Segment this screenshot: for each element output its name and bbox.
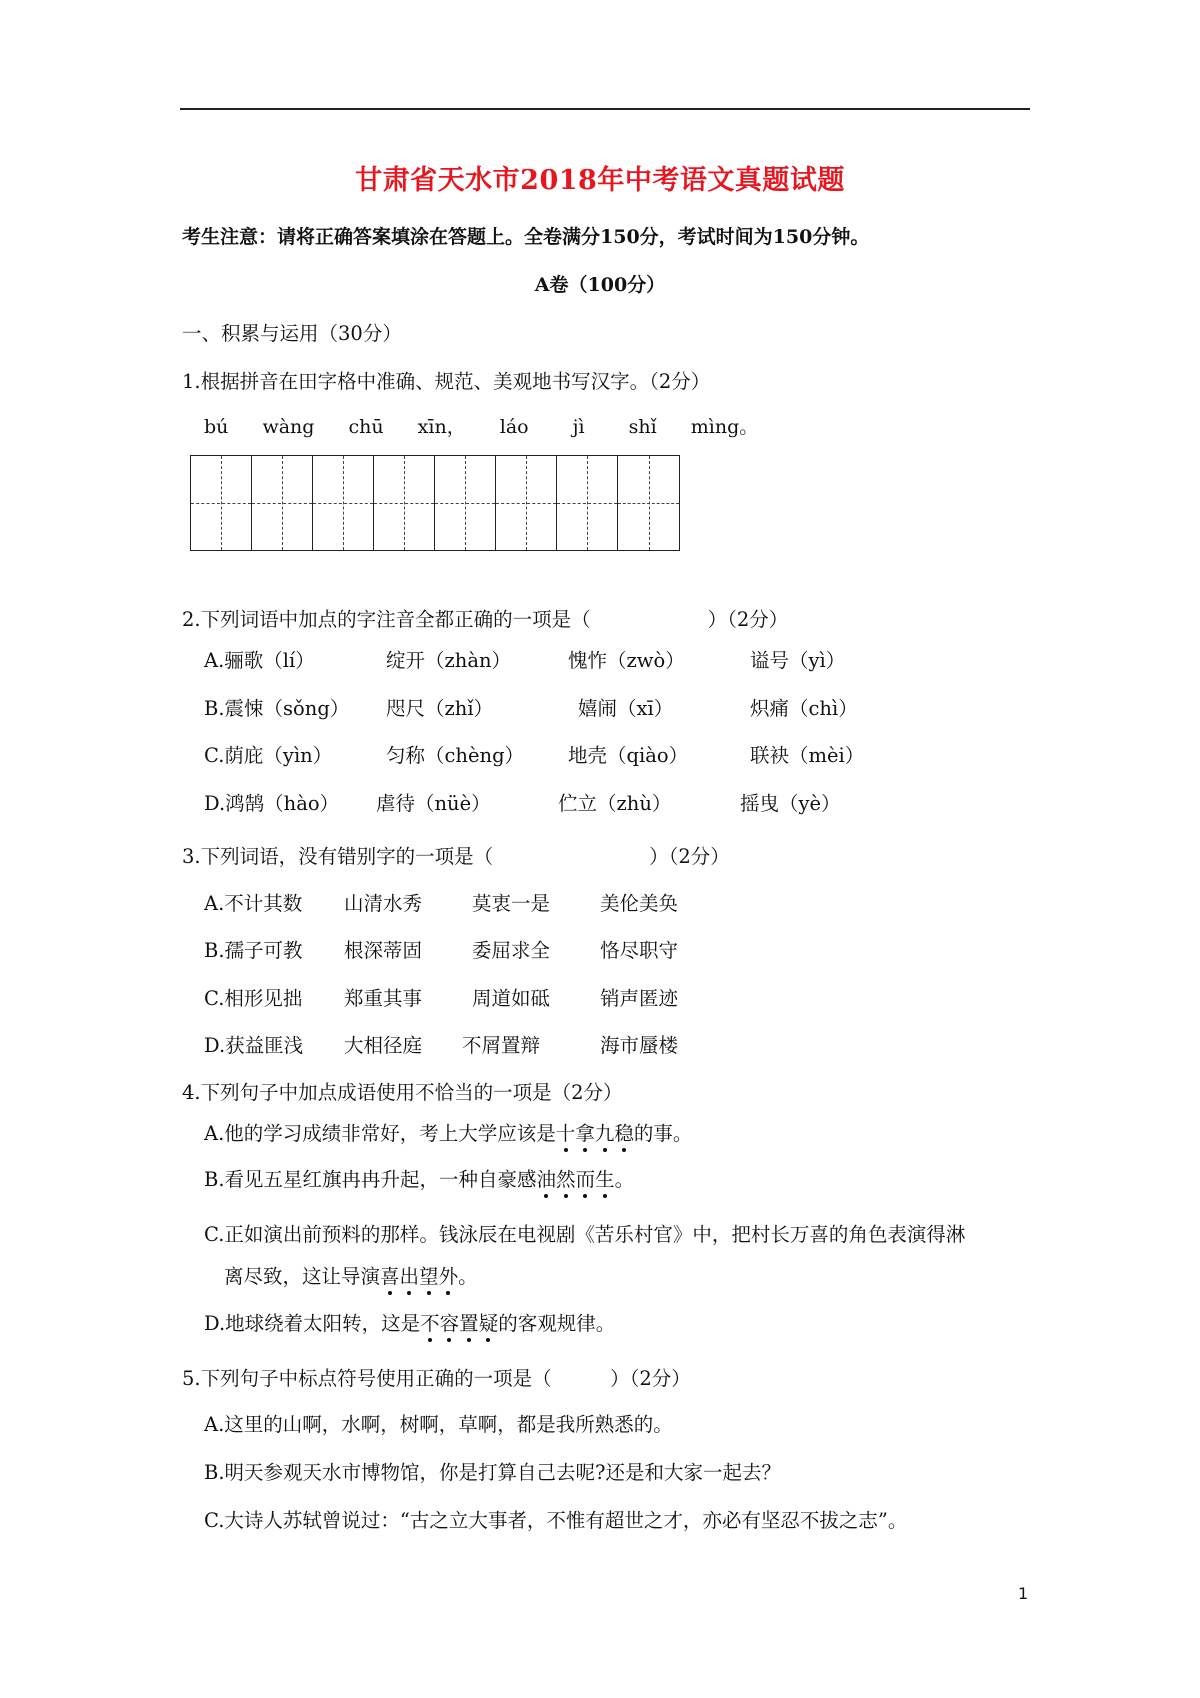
q2-d-2: 虐待（nüè）	[376, 792, 491, 815]
emphasis-dot-char: 疑	[479, 1308, 499, 1336]
q4-option-b	[204, 1164, 634, 1192]
q4-a-text: A.他的学习成绩非常好，考上大学应该是	[204, 1122, 556, 1145]
q2-d-1: D.鸿鹄（hào）	[204, 792, 340, 815]
emphasis-dot-char: 九	[595, 1118, 615, 1146]
emphasis-dot-char: 置	[459, 1308, 479, 1336]
q3-stem: 3.下列词语，没有错别字的一项是（ ）（2分）	[182, 845, 730, 868]
emphasis-dot-char: 望	[419, 1261, 439, 1289]
q2-a-1: A.骊歌（lí）	[204, 649, 315, 672]
q3-d-4: 海市蜃楼	[600, 1034, 679, 1057]
emphasis-dot-char: 拿	[575, 1118, 595, 1146]
pinyin-8: mìng。	[690, 416, 759, 438]
q3-a-1: A.不计其数	[204, 892, 303, 915]
emphasis-dot-char: 容	[440, 1308, 460, 1336]
emphasis-dot-char: 外	[439, 1261, 459, 1289]
q2-b-2: 咫尺（zhǐ）	[386, 697, 494, 720]
tianzige-writing-grid[interactable]	[190, 455, 680, 551]
q4-option-c-line1: C.正如演出前预料的那样。钱泳辰在电视剧《苦乐村官》中，把村长万喜的角色表演得淋	[204, 1223, 966, 1246]
q2-c-2: 匀称（chèng）	[386, 744, 525, 767]
page-number: 1	[1018, 1584, 1029, 1603]
q4-a-idiom	[556, 1122, 634, 1145]
q3-a-4: 美伦美奂	[600, 892, 679, 915]
q2-b-3: 嬉闹（xī）	[578, 697, 674, 720]
q4-option-a	[204, 1118, 692, 1146]
q1-stem: 1.根据拼音在田字格中准确、规范、美观地书写汉字。（2分）	[182, 370, 711, 393]
q2-a-2: 绽开（zhàn）	[386, 649, 512, 672]
q2-d-4: 摇曳（yè）	[740, 792, 841, 815]
tianzige-cell[interactable]	[191, 456, 252, 550]
q4-d-text: D.地球绕着太阳转，这是	[204, 1312, 421, 1335]
emphasis-dot-char: 不	[420, 1308, 440, 1336]
q4-option-d	[204, 1308, 615, 1336]
q3-c-1: C.相形见拙	[204, 987, 303, 1010]
q4-d-tail: 的客观规律。	[498, 1312, 616, 1335]
q5-option-a: A.这里的山啊，水啊，树啊，草啊，都是我所熟悉的。	[204, 1413, 673, 1436]
volume-a-heading: A卷（100分）	[534, 274, 666, 296]
q5-option-b: B.明天参观天水市博物馆，你是打算自己去呢?还是和大家一起去？	[204, 1461, 781, 1484]
tianzige-cell[interactable]	[496, 456, 557, 550]
q4-d-idiom	[420, 1312, 498, 1335]
emphasis-dot-char: 然	[556, 1164, 576, 1192]
q4-c-tail: 。	[458, 1265, 478, 1288]
q4-stem: 4.下列句子中加点成语使用不恰当的一项是（2分）	[182, 1081, 623, 1104]
tianzige-cell[interactable]	[618, 456, 679, 550]
pinyin-1: bú	[204, 416, 229, 438]
q4-b-idiom	[537, 1168, 615, 1191]
q5-stem: 5.下列句子中标点符号使用正确的一项是（ ）（2分）	[182, 1367, 691, 1390]
q2-c-4: 联袂（mèi）	[750, 744, 865, 767]
pinyin-3: chū	[348, 416, 384, 438]
q3-d-2: 大相径庭	[344, 1034, 423, 1057]
emphasis-dot-char: 出	[400, 1261, 420, 1289]
emphasis-dot-char: 而	[576, 1164, 596, 1192]
q3-d-3: 不屑置辩	[462, 1034, 541, 1057]
q2-c-3: 地壳（qiào）	[568, 744, 689, 767]
emphasis-dot-char: 十	[556, 1118, 576, 1146]
q3-b-4: 恪尽职守	[600, 939, 679, 962]
q3-a-2: 山清水秀	[344, 892, 423, 915]
tianzige-cell[interactable]	[374, 456, 435, 550]
emphasis-dot-char: 生	[595, 1164, 615, 1192]
q3-c-3: 周道如砥	[472, 987, 551, 1010]
q2-b-4: 炽痛（chì）	[750, 697, 858, 720]
q4-c-text: 离尽致，这让导演	[224, 1265, 381, 1288]
q2-d-3: 伫立（zhù）	[558, 792, 672, 815]
q4-option-c-line2	[224, 1261, 478, 1289]
dotted-idiom	[556, 1122, 634, 1145]
tianzige-cell[interactable]	[313, 456, 374, 550]
emphasis-dot-char: 稳	[614, 1118, 634, 1146]
pinyin-4: xīn，	[417, 416, 466, 438]
tianzige-cell[interactable]	[435, 456, 496, 550]
emphasis-dot-char: 油	[537, 1164, 557, 1192]
pinyin-6: jì	[572, 416, 585, 438]
q3-b-3: 委屈求全	[472, 939, 551, 962]
q3-d-1: D.获益匪浅	[204, 1034, 304, 1057]
q3-c-4: 销声匿迹	[600, 987, 679, 1010]
q2-a-4: 谥号（yì）	[750, 649, 846, 672]
q1-pinyin-row	[204, 412, 786, 439]
tianzige-cell[interactable]	[557, 456, 618, 550]
q4-b-tail: 。	[614, 1168, 635, 1191]
tianzige-cell[interactable]	[252, 456, 313, 550]
q3-c-2: 郑重其事	[344, 987, 423, 1010]
pinyin-5: láo	[499, 416, 529, 438]
q2-b-1: B.震悚（sǒng）	[204, 697, 350, 720]
q3-b-2: 根深蒂固	[344, 939, 423, 962]
q2-a-3: 愧怍（zwò）	[568, 649, 685, 672]
q4-b-text: B.看见五星红旗冉冉升起，一种自豪感	[204, 1168, 537, 1191]
exam-title: 甘肃省天水市2018年中考语文真题试题	[355, 165, 845, 196]
exam-notice: 考生注意：请将正确答案填涂在答题上。全卷满分150分，考试时间为150分钟。	[182, 226, 870, 248]
header-rule	[180, 108, 1030, 110]
emphasis-dot-char: 喜	[380, 1261, 400, 1289]
pinyin-2: wàng	[262, 416, 315, 438]
pinyin-7: shǐ	[628, 416, 657, 438]
section-1-heading: 一、积累与运用（30分）	[182, 322, 402, 345]
q4-c-idiom	[380, 1265, 458, 1288]
q2-stem: 2.下列词语中加点的字注音全都正确的一项是（ ）（2分）	[182, 608, 789, 631]
q4-a-tail: 的事。	[633, 1122, 693, 1145]
q2-c-1: C.荫庇（yìn）	[204, 744, 333, 767]
q3-a-3: 莫衷一是	[472, 892, 551, 915]
q5-option-c: C.大诗人苏轼曾说过：“古之立大事者，不惟有超世之才，亦必有坚忍不拔之志”。	[204, 1509, 908, 1532]
q3-b-1: B.孺子可教	[204, 939, 303, 962]
